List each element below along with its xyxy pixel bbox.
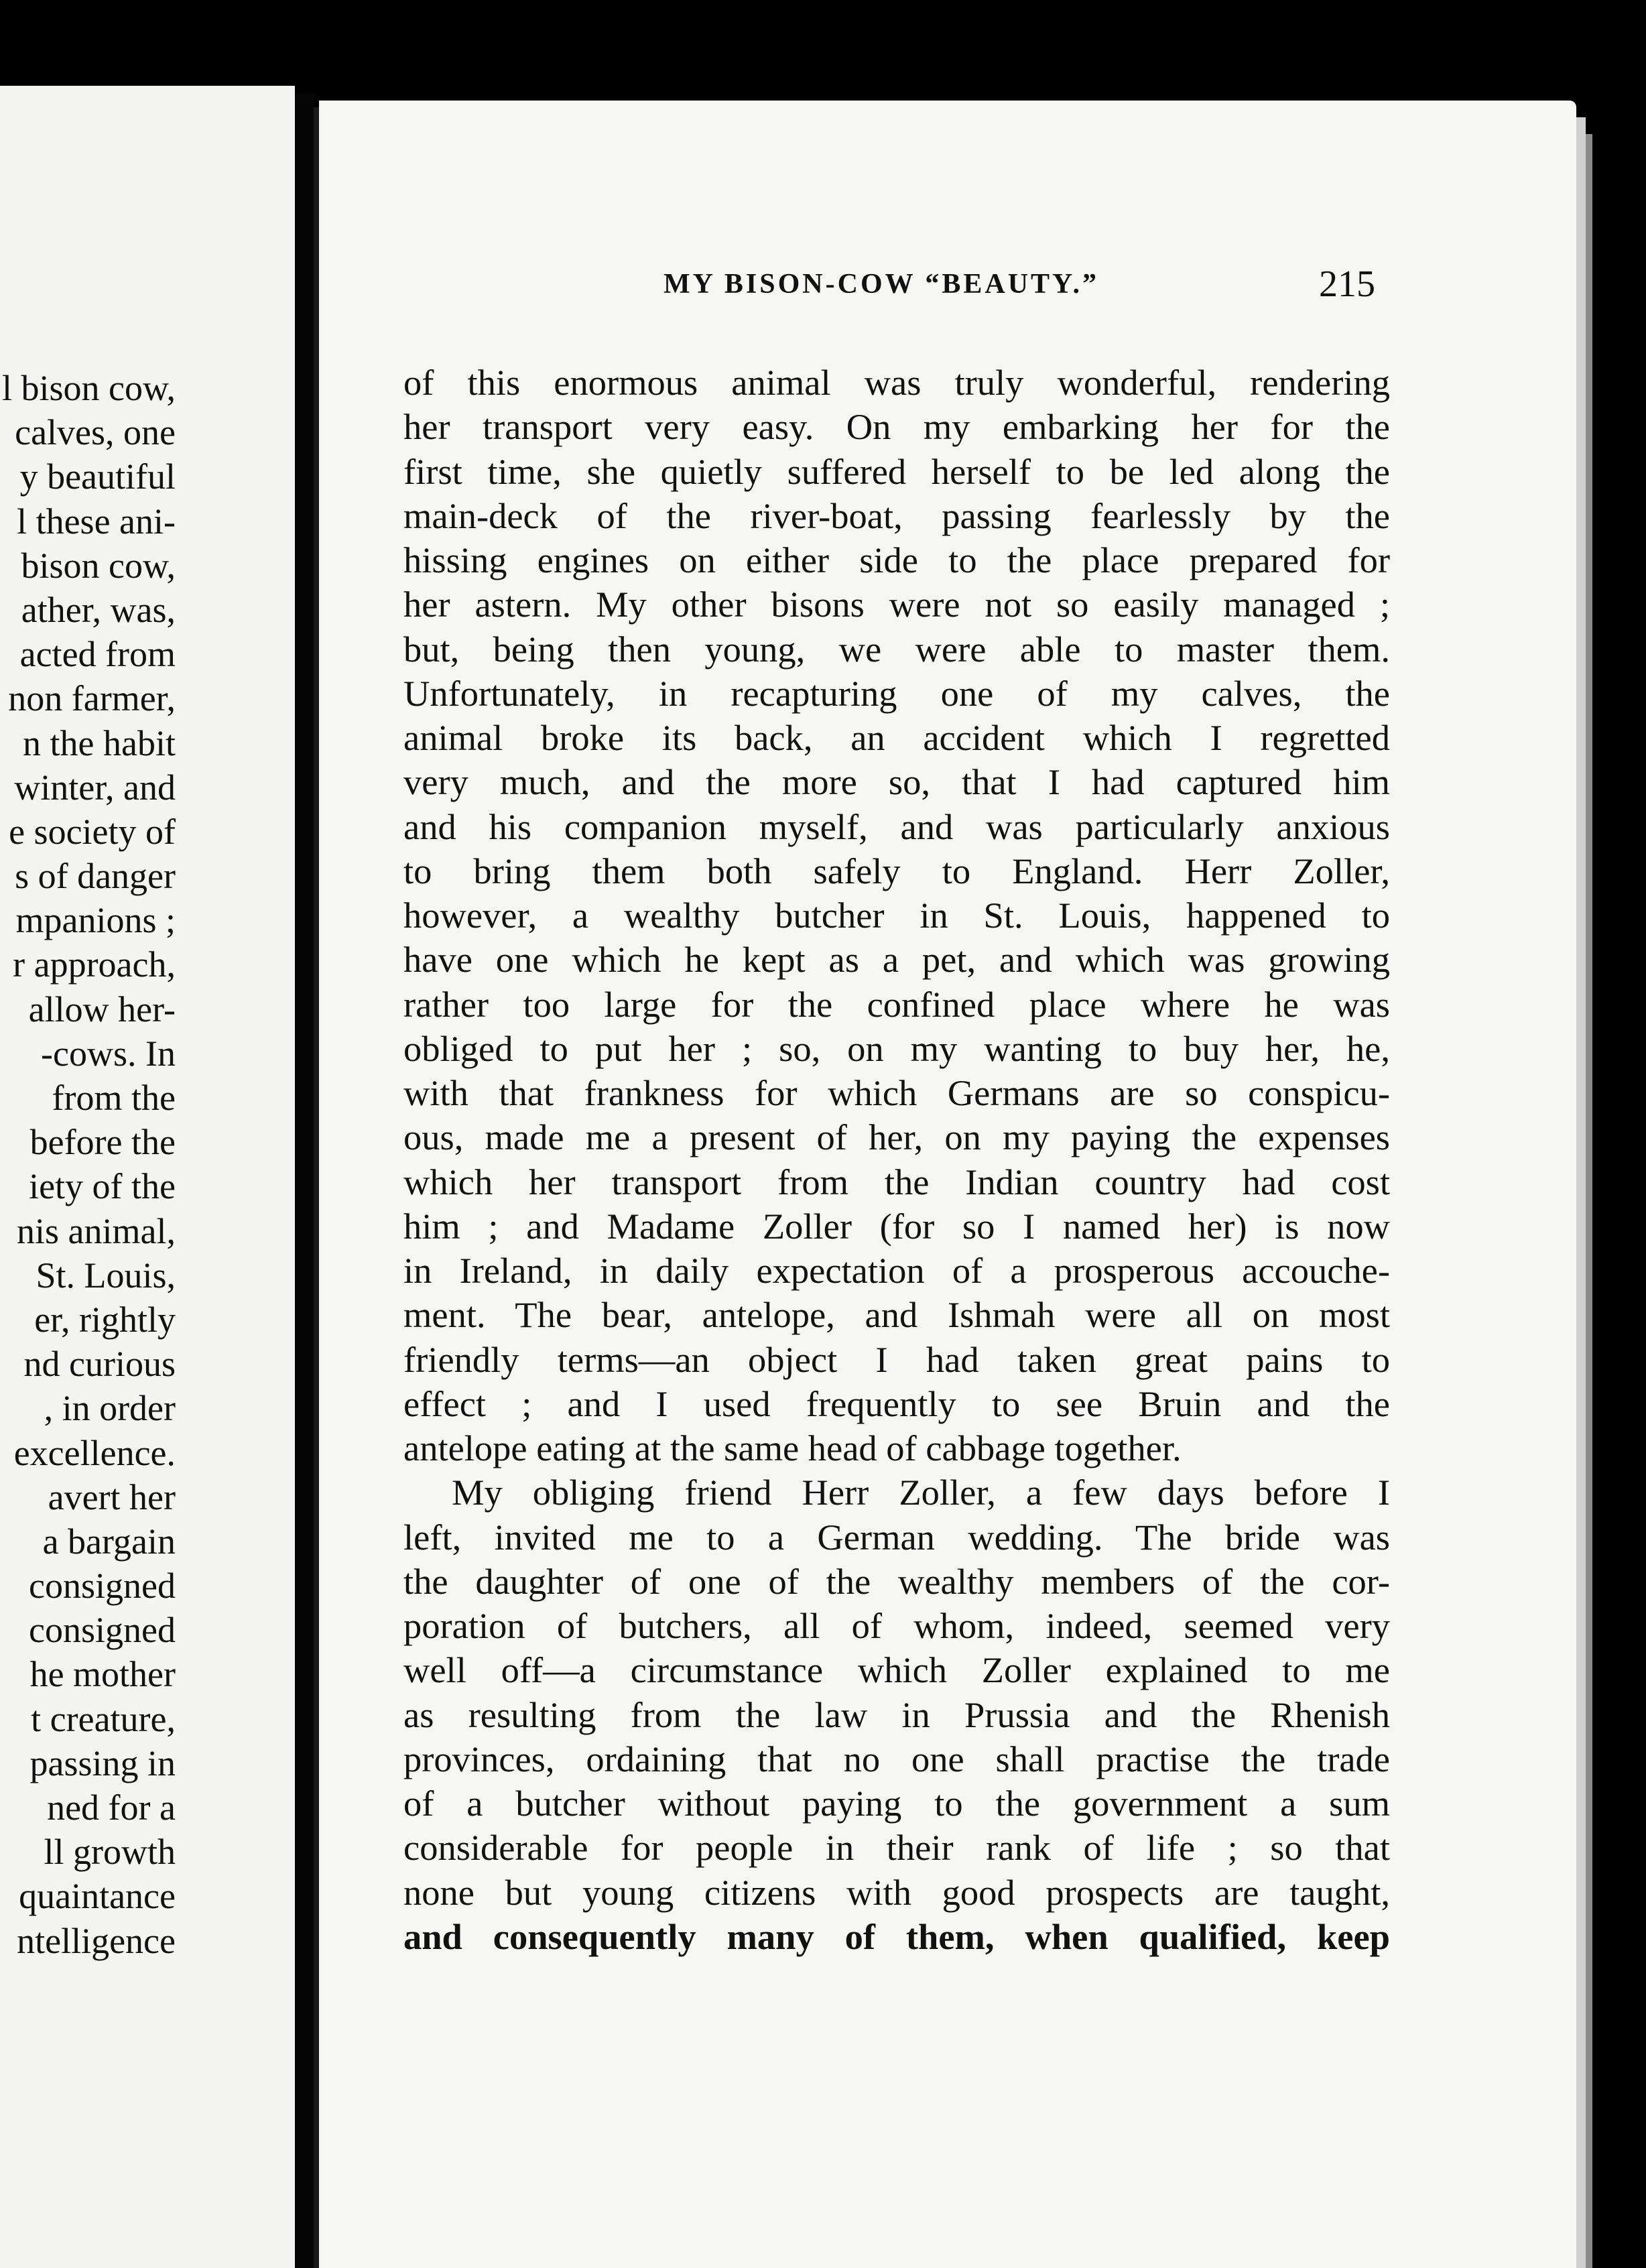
left-text-line: acted from: [19, 634, 176, 675]
body-text-line: well off—a circumstance which Zoller explained to me: [403, 1649, 1390, 1691]
page-number: 215: [1319, 263, 1375, 305]
page-edge: [1576, 117, 1586, 2268]
body-text-line: of this enormous animal was truly wonderful, rendering: [403, 362, 1390, 403]
left-text-line: calves, one: [15, 412, 176, 453]
body-text-line: ous, made me a present of her, on my paying the expenses: [403, 1117, 1390, 1158]
left-text-line: bison cow,: [21, 545, 176, 586]
left-text-line: s of danger: [15, 856, 176, 897]
body-text-line: antelope eating at the same head of cabbage together.: [403, 1428, 1182, 1468]
left-text-line: a bargain: [42, 1521, 176, 1562]
body-text-line: none but young citizens with good prospects are taught,: [403, 1871, 1390, 1913]
left-text-line: -cows. In: [41, 1033, 176, 1074]
body-text-line: the daughter of one of the wealthy members of the cor-: [403, 1560, 1390, 1602]
left-text-line: before the: [29, 1122, 176, 1163]
left-text-line: passing in: [29, 1743, 176, 1783]
body-text-line: ment. The bear, antelope, and Ishmah were all on most: [403, 1294, 1390, 1336]
body-text-line: her astern. My other bisons were not so easily managed ;: [403, 584, 1390, 625]
body-text-line: which her transport from the Indian country had cost: [403, 1161, 1390, 1202]
left-text-line: consigned: [29, 1610, 176, 1651]
body-text-line: friendly terms—an object I had taken great pains to: [403, 1338, 1390, 1380]
running-head: MY BISON-COW “BEAUTY.”: [663, 269, 1100, 300]
body-text-line: poration of butchers, all of whom, indeed, seemed very: [403, 1605, 1390, 1646]
left-text-line: he mother: [29, 1654, 176, 1695]
body-text-line: Unfortunately, in recapturing one of my calves, the: [403, 672, 1390, 714]
body-text-line: and his companion myself, and was particularly anxious: [403, 806, 1390, 847]
left-text-line: nis animal,: [17, 1210, 176, 1251]
left-page-text: [0, 366, 176, 1963]
body-text-line: first time, she quietly suffered herself to be led along the: [403, 450, 1390, 492]
body-text-line: obliged to put her ; so, on my wanting to buy her, he,: [403, 1027, 1390, 1069]
body-text-line: animal broke its back, an accident which I regretted: [403, 717, 1390, 758]
left-text-line: n the habit: [23, 722, 176, 763]
left-text-line: from the: [52, 1078, 176, 1118]
body-text: [403, 361, 1390, 1959]
left-text-line: quaintance: [19, 1876, 176, 1917]
body-text-line: however, a wealthy butcher in St. Louis, happened to: [403, 895, 1390, 936]
left-text-line: allow her-: [28, 989, 176, 1029]
left-text-line: r approach,: [13, 944, 176, 985]
left-text-line: nd curious: [23, 1344, 176, 1385]
left-text-line: St. Louis,: [36, 1255, 176, 1296]
left-text-line: t creature,: [31, 1698, 176, 1739]
left-text-line: mpanions ;: [15, 900, 176, 941]
left-text-line: ntelligence: [17, 1920, 176, 1961]
body-text-line: hissing engines on either side to the place prepared for: [403, 540, 1390, 580]
body-text-line: to bring them both safely to England. Herr Zoller,: [403, 850, 1390, 891]
left-text-line: avert her: [48, 1476, 176, 1517]
page-edge-shadow: [1586, 134, 1592, 2268]
body-text-line: main-deck of the river-boat, passing fearlessly by the: [403, 495, 1390, 536]
body-text-line: rather too large for the confined place where he was: [403, 983, 1390, 1025]
body-text-line: have one which he kept as a pet, and which was growing: [403, 939, 1390, 981]
body-text-line: her transport very easy. On my embarking her for the: [403, 406, 1390, 448]
left-page: [0, 86, 295, 2268]
left-text-line: consigned: [29, 1566, 176, 1606]
body-text-line: of a butcher without paying to the government a sum: [403, 1783, 1390, 1824]
body-text-line: as resulting from the law in Prussia and the Rhenish: [403, 1694, 1390, 1735]
left-text-line: er, rightly: [34, 1299, 176, 1340]
body-text-line: with that frankness for which Germans are so conspicu-: [403, 1072, 1390, 1113]
left-text-line: l these ani-: [17, 501, 176, 542]
body-text-line: effect ; and I used frequently to see Bruin and the: [403, 1383, 1390, 1424]
body-text-line: My obliging friend Herr Zoller, a few days before I: [452, 1472, 1390, 1513]
book-gutter: [295, 94, 315, 2268]
left-text-line: iety of the: [29, 1166, 176, 1207]
left-text-line: , in order: [44, 1388, 176, 1429]
body-text-line: very much, and the more so, that I had captured him: [403, 761, 1390, 803]
body-text-line: in Ireland, in daily expectation of a prosperous accouche-: [403, 1250, 1390, 1291]
body-text-line: him ; and Madame Zoller (for so I named her) is now: [403, 1205, 1390, 1247]
body-text-line: provinces, ordaining that no one shall practise the trade: [403, 1738, 1390, 1779]
left-text-line: ned for a: [47, 1787, 176, 1828]
left-text-line: ll growth: [44, 1832, 176, 1873]
body-text-line: but, being then young, we were able to master them.: [403, 628, 1390, 670]
left-text-line: y beautiful: [19, 456, 176, 497]
body-text-line: considerable for people in their rank of life ; so that: [403, 1827, 1390, 1869]
body-text-line: and consequently many of them, when qualified, keep: [403, 1915, 1390, 1957]
left-text-line: non farmer,: [8, 678, 176, 719]
spine-shadow: [314, 107, 319, 2268]
left-text-line: e society of: [9, 811, 176, 852]
left-text-line: winter, and: [14, 767, 176, 808]
left-text-line: ather, was,: [21, 589, 176, 630]
left-text-line: excellence.: [13, 1432, 176, 1473]
body-text-line: left, invited me to a German wedding. The bride was: [403, 1516, 1390, 1558]
left-text-line: l bison cow,: [2, 368, 176, 408]
